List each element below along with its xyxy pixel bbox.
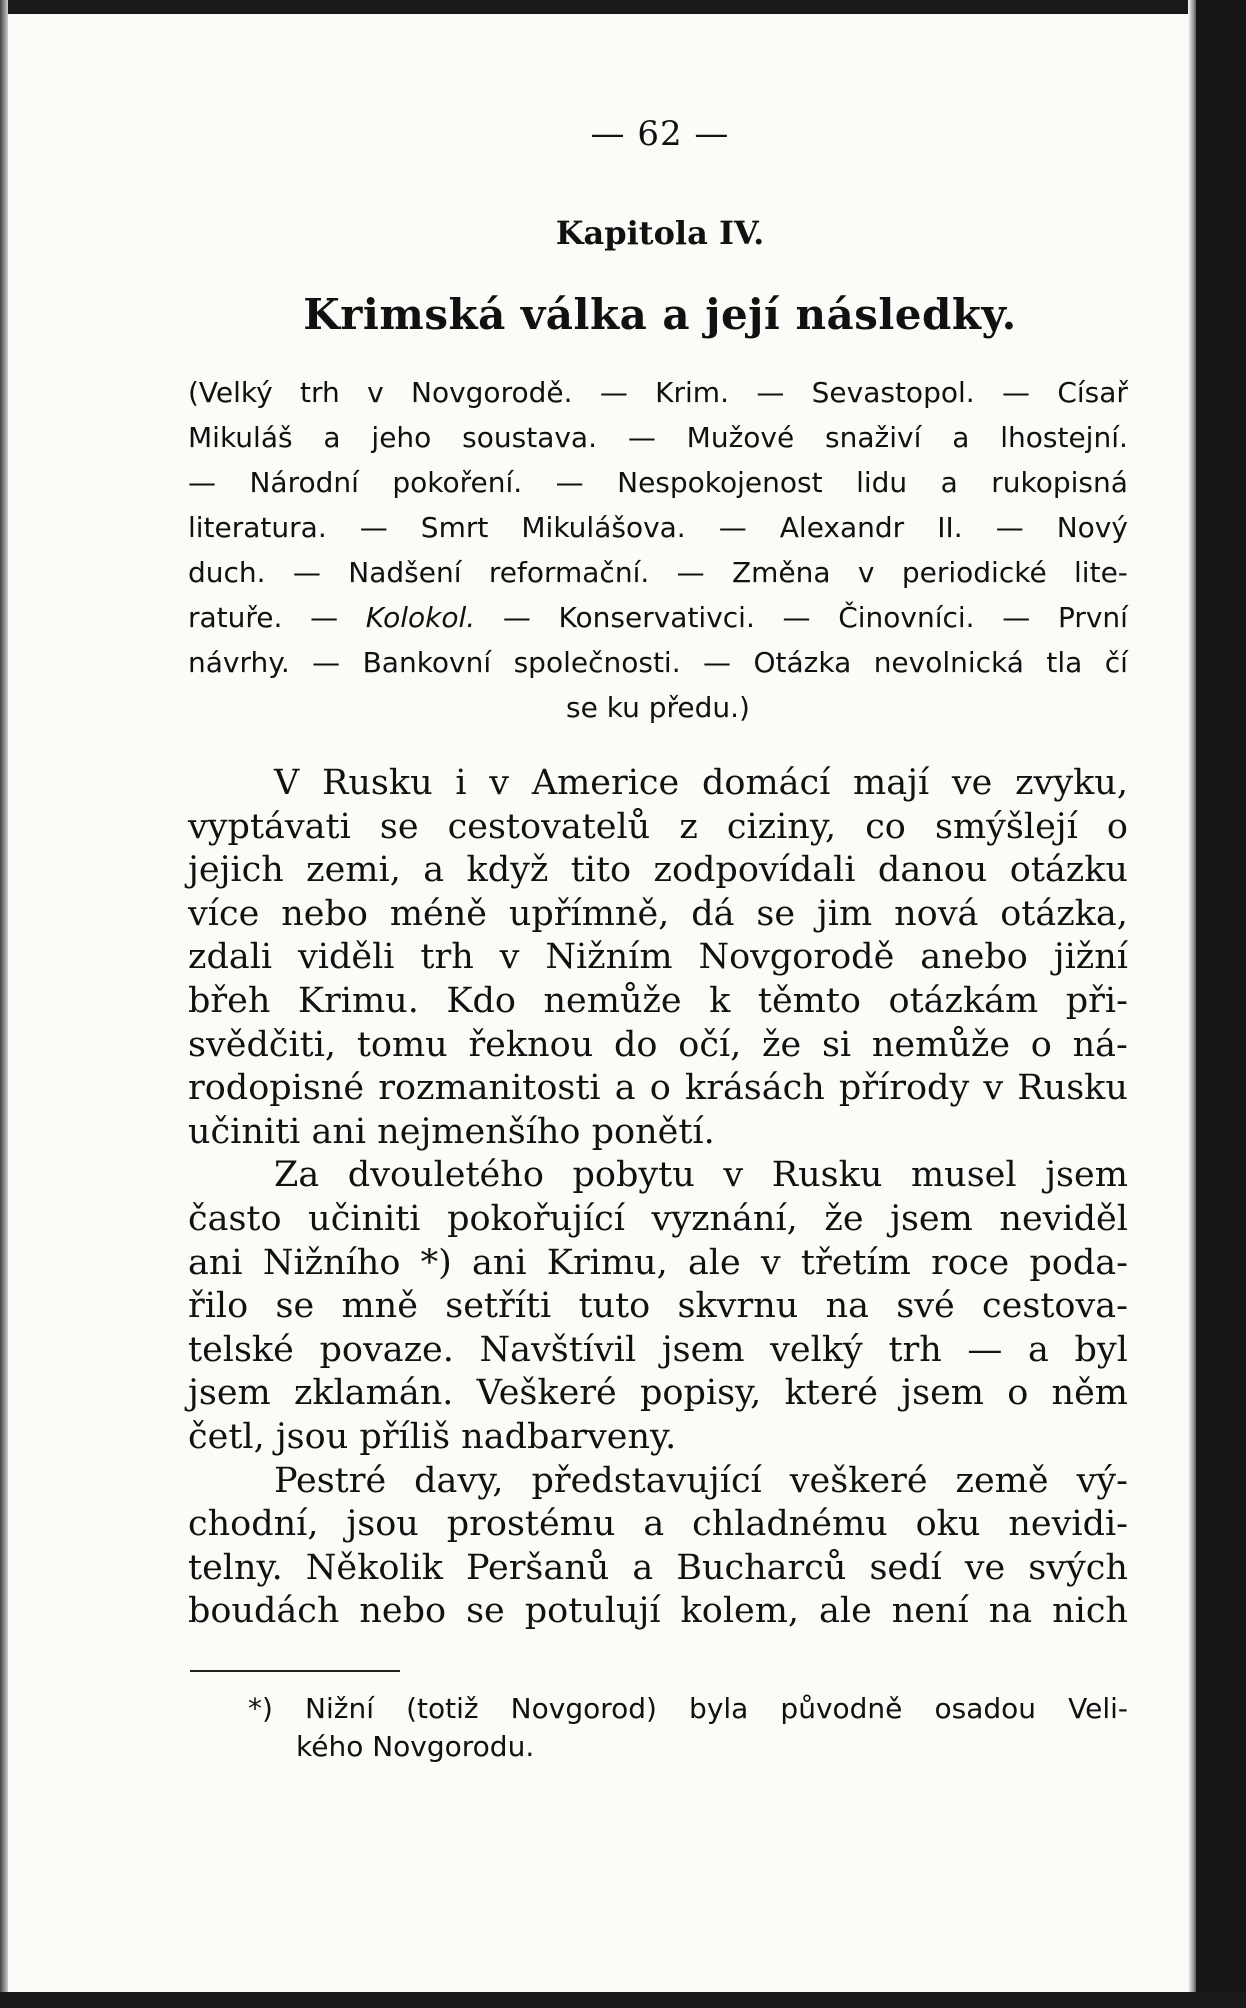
word: telny. (188, 1547, 283, 1588)
word: — (718, 511, 747, 544)
paragraph-line (188, 1285, 1128, 1329)
word: viděli (298, 937, 395, 978)
paragraph-line: četl, jsou příliš nadbarveny. (188, 1416, 677, 1457)
word: že (824, 1198, 864, 1239)
word: Bucharců (676, 1547, 847, 1588)
summary-line (188, 460, 1128, 505)
summary-line (188, 370, 1128, 415)
word: (Velký (188, 376, 273, 409)
paragraph-line (188, 1198, 1128, 1242)
word: sedí (869, 1547, 942, 1588)
paragraph-line (188, 936, 1128, 980)
word: povaze. (319, 1329, 454, 1370)
word: soustava. (462, 421, 597, 454)
word: trh (420, 937, 474, 978)
word: třetím (800, 1242, 911, 1283)
word: rozmanitosti (378, 1068, 601, 1109)
word: více (188, 893, 260, 934)
word: skvrnu (677, 1286, 799, 1327)
word: nebo (281, 893, 368, 934)
word: v (983, 1068, 1004, 1109)
word: návrhy. (188, 646, 290, 679)
word: pokoření. (392, 466, 523, 499)
word: o (649, 1068, 671, 1109)
word: zodpovídali (653, 850, 856, 891)
word: Rusku (771, 1155, 883, 1196)
word: První (1057, 601, 1128, 634)
word: pobytu (572, 1155, 695, 1196)
word: o (1030, 1024, 1052, 1065)
word: domácí (701, 763, 831, 803)
word: Sevastopol. (811, 376, 975, 409)
word: že (762, 1024, 802, 1065)
summary-line (188, 640, 1128, 685)
word: řeknou (468, 1024, 594, 1065)
word: Mužové (686, 421, 795, 454)
word: Nižní (305, 1692, 374, 1725)
word: jim (816, 893, 873, 934)
word: Nový (1056, 511, 1128, 544)
word: často (188, 1198, 282, 1239)
word: se (275, 1286, 315, 1327)
word: ciziny, (726, 806, 837, 847)
word: otázku (1009, 850, 1128, 891)
word: a (1028, 1329, 1049, 1370)
word: — (703, 646, 732, 679)
word: své (896, 1286, 955, 1327)
word: na (988, 1591, 1033, 1632)
word: nevolnická (873, 646, 1024, 679)
word: jsem (901, 1373, 984, 1414)
word: nemůže (543, 980, 682, 1021)
word: zdali (188, 937, 273, 978)
word: anebo (920, 937, 1028, 978)
word: periodické (901, 556, 1047, 589)
word: byl (1074, 1329, 1128, 1370)
chapter-summary (188, 370, 1128, 730)
summary-line: se ku předu.) (566, 691, 750, 724)
word: smýšlejí (934, 806, 1078, 847)
word: *) (248, 1692, 273, 1725)
word: Novgorod) (510, 1692, 657, 1725)
word: lite- (1074, 556, 1128, 589)
word: které (784, 1373, 878, 1414)
body-text (188, 762, 1128, 1634)
word: — (995, 511, 1024, 544)
word: ale (687, 1242, 741, 1283)
paragraph-line (188, 980, 1128, 1024)
word: jižní (1053, 937, 1128, 978)
word: setříti (445, 1286, 552, 1327)
word: Nadšení (348, 556, 462, 589)
word: Americe (531, 763, 680, 803)
word: Nespokojenost (617, 466, 823, 499)
word: Bankovní (362, 646, 492, 679)
word: reformační. (488, 556, 650, 589)
word: Národní (249, 466, 359, 499)
word: neviděl (999, 1198, 1128, 1239)
word: svědčiti, (188, 1024, 337, 1065)
word: (totiž (406, 1692, 479, 1725)
word: telské (188, 1329, 294, 1370)
word: otázka, (1000, 893, 1128, 934)
word: trh (300, 376, 340, 409)
word: méně (389, 893, 487, 934)
word: cestovatelů (447, 806, 651, 847)
word: tito (570, 850, 632, 891)
word: Mikuláš (188, 421, 293, 454)
word: Rusku (1017, 1068, 1128, 1109)
word: v (489, 763, 510, 803)
word: chladnému (692, 1504, 888, 1545)
word: a (952, 421, 970, 454)
word: rodopisné (188, 1068, 365, 1109)
footnote-divider (190, 1670, 400, 1672)
word: — (359, 511, 388, 544)
word: veškeré (789, 1460, 928, 1501)
footnote-line (248, 1690, 1128, 1728)
word: vyptávati (188, 806, 351, 847)
word: chodní, (188, 1504, 319, 1545)
word: — (292, 556, 321, 589)
word: nich (1052, 1591, 1128, 1632)
word: duch. (188, 556, 266, 589)
paragraph-line (188, 1024, 1128, 1068)
word: Mikulášova. (521, 511, 686, 544)
paragraph-line (188, 1503, 1128, 1547)
word: učiniti (308, 1198, 421, 1239)
scan-edge-bottom (0, 1992, 1246, 2008)
word: jejich (188, 850, 284, 891)
word: když (466, 850, 549, 891)
word: Veškeré (476, 1373, 617, 1414)
paragraph-line (188, 1067, 1128, 1111)
word: o (1106, 806, 1128, 847)
word: Otázka (753, 646, 852, 679)
word: Alexandr (779, 511, 905, 544)
word: o (1007, 1373, 1029, 1414)
word: *) (420, 1242, 452, 1283)
word: Navštívil (479, 1329, 637, 1370)
word: v (367, 376, 384, 409)
word: boudách (188, 1591, 340, 1632)
word: země (955, 1460, 1049, 1501)
word: danou (877, 850, 988, 891)
word: Nižním (545, 937, 673, 978)
word: tla (1046, 646, 1083, 679)
word: pokořující (447, 1198, 625, 1239)
word: nemůže (871, 1024, 1011, 1065)
word: vý- (1076, 1460, 1128, 1501)
word: prostému (446, 1504, 616, 1545)
word: krásách (685, 1068, 825, 1109)
word: — (502, 601, 531, 634)
word: řilo (188, 1286, 249, 1327)
paragraph-line (188, 1372, 1128, 1416)
word: ale (819, 1591, 872, 1632)
word: — (676, 556, 705, 589)
word: Krimu, (546, 1242, 668, 1283)
word: Peršanů (466, 1547, 610, 1588)
word: nebo (359, 1591, 447, 1632)
word: jsem (661, 1329, 745, 1370)
word: — (967, 1329, 1003, 1370)
word: velký (770, 1329, 863, 1370)
word: Změna (731, 556, 831, 589)
word: byla (689, 1692, 749, 1725)
word: očí, (678, 1024, 742, 1065)
summary-line (188, 550, 1128, 595)
word: Smrt (420, 511, 489, 544)
word: — (310, 601, 339, 634)
word: jsem (188, 1373, 271, 1414)
footnote (248, 1690, 1128, 1766)
word: ratuře. (188, 601, 283, 634)
summary-line (188, 505, 1128, 550)
word: ve (964, 1547, 1006, 1588)
paragraph-line (188, 1547, 1128, 1591)
word: Císař (1057, 376, 1128, 409)
word: těmto (757, 980, 861, 1021)
word: — (756, 376, 785, 409)
word: ná- (1072, 1024, 1128, 1065)
word: dá (691, 893, 735, 934)
word: literatura. (188, 511, 327, 544)
word: původně (780, 1692, 903, 1725)
word: v (499, 937, 520, 978)
word: zklamán. (293, 1373, 454, 1414)
word: V (274, 763, 300, 803)
footnote-line: kého Novgorodu. (296, 1730, 535, 1763)
word: dvouletého (347, 1155, 544, 1196)
word: Pestré (274, 1460, 387, 1501)
word: v (760, 1242, 781, 1283)
word: Rusku (322, 763, 433, 803)
word: popisy, (640, 1373, 762, 1414)
word: jsou (346, 1504, 419, 1545)
word: jsem (890, 1198, 973, 1239)
word: Novgorodě (698, 937, 895, 978)
word: se (466, 1591, 505, 1632)
word: si (821, 1024, 852, 1065)
word: co (865, 806, 906, 847)
word: musel (910, 1155, 1017, 1196)
word: Několik (305, 1547, 443, 1588)
word: zvyku, (1015, 763, 1128, 803)
paragraph-line (188, 1590, 1128, 1634)
word: — (1002, 601, 1031, 634)
word: se (756, 893, 796, 934)
word: něm (1051, 1373, 1128, 1414)
word: jeho (371, 421, 432, 454)
word: se (379, 806, 419, 847)
word: tomu (356, 1024, 448, 1065)
word: kolem, (680, 1591, 800, 1632)
word: a (323, 421, 341, 454)
word: — (188, 466, 216, 499)
word: Kdo (446, 980, 516, 1021)
word: Krim. (655, 376, 729, 409)
word: čí (1104, 646, 1128, 679)
word: mně (341, 1286, 418, 1327)
word: lhostejní. (1000, 421, 1128, 454)
word: ve (951, 763, 993, 803)
word: mají (853, 763, 930, 803)
word: — (782, 601, 811, 634)
word: oku (915, 1504, 981, 1545)
word: svých (1028, 1547, 1128, 1588)
word: rukopisná (991, 466, 1128, 499)
word: při- (1065, 980, 1128, 1021)
word: trh (888, 1329, 942, 1370)
word: lidu (856, 466, 908, 499)
word: cestova- (982, 1286, 1128, 1327)
summary-line (188, 415, 1128, 460)
paragraph-line (188, 893, 1128, 937)
word: a (423, 850, 445, 891)
word: otázkám (888, 980, 1039, 1021)
word: přírody (838, 1068, 970, 1109)
word: vyznání, (651, 1198, 798, 1239)
word: ani (188, 1242, 243, 1283)
word: Za (274, 1155, 320, 1196)
word: Nižního (262, 1242, 401, 1283)
word: poda- (1029, 1242, 1128, 1283)
word: společnosti. (513, 646, 681, 679)
word: a (643, 1504, 665, 1545)
word: Kolokol. (365, 601, 476, 634)
word: roce (931, 1242, 1010, 1283)
paragraph-line (188, 1154, 1128, 1198)
chapter-title: Krimská válka a její následky. (303, 290, 1017, 339)
word: Činovníci. (838, 601, 975, 634)
word: a (940, 466, 958, 499)
word: tuto (578, 1286, 651, 1327)
chapter-label: Kapitola IV. (555, 214, 765, 252)
word: — (1001, 376, 1030, 409)
paragraph-line (188, 1242, 1128, 1286)
word: a (614, 1068, 636, 1109)
paragraph-line (188, 849, 1128, 893)
word: Novgorodě. (411, 376, 573, 409)
paragraph-line (188, 1329, 1128, 1373)
word: nová (894, 893, 979, 934)
page-number: — 62 — (590, 114, 730, 154)
word: v (723, 1155, 744, 1196)
word: Krimu. (297, 980, 419, 1021)
word: jsem (1045, 1155, 1128, 1196)
word: z (679, 806, 698, 847)
word: II. (937, 511, 963, 544)
word: nevidi- (1008, 1504, 1128, 1545)
paragraph-line (188, 806, 1128, 850)
word: není (891, 1591, 969, 1632)
word: osadou (934, 1692, 1037, 1725)
paragraph-line (188, 1460, 1128, 1504)
scan-edge-top (0, 0, 1246, 14)
word: — (555, 466, 584, 499)
paragraph-line: učiniti ani nejmenšího ponětí. (188, 1111, 715, 1152)
word: na (825, 1286, 869, 1327)
word: k (709, 980, 731, 1021)
word: upřímně, (508, 893, 670, 934)
word: Veli- (1068, 1692, 1128, 1725)
word: zemi, (306, 850, 401, 891)
word: i (455, 763, 467, 803)
word: v (857, 556, 875, 589)
word: ani (471, 1242, 527, 1283)
word: břeh (188, 980, 271, 1021)
word: — (312, 646, 341, 679)
word: a (632, 1547, 654, 1588)
word: — (627, 421, 656, 454)
word: davy, (414, 1460, 504, 1501)
word: — (599, 376, 628, 409)
word: snaživí (825, 421, 922, 454)
summary-line (188, 595, 1128, 640)
word: potulují (524, 1591, 661, 1632)
paragraph-line (188, 762, 1128, 806)
word: představující (531, 1460, 762, 1501)
word: Konservativci. (558, 601, 755, 634)
word: do (614, 1024, 658, 1065)
